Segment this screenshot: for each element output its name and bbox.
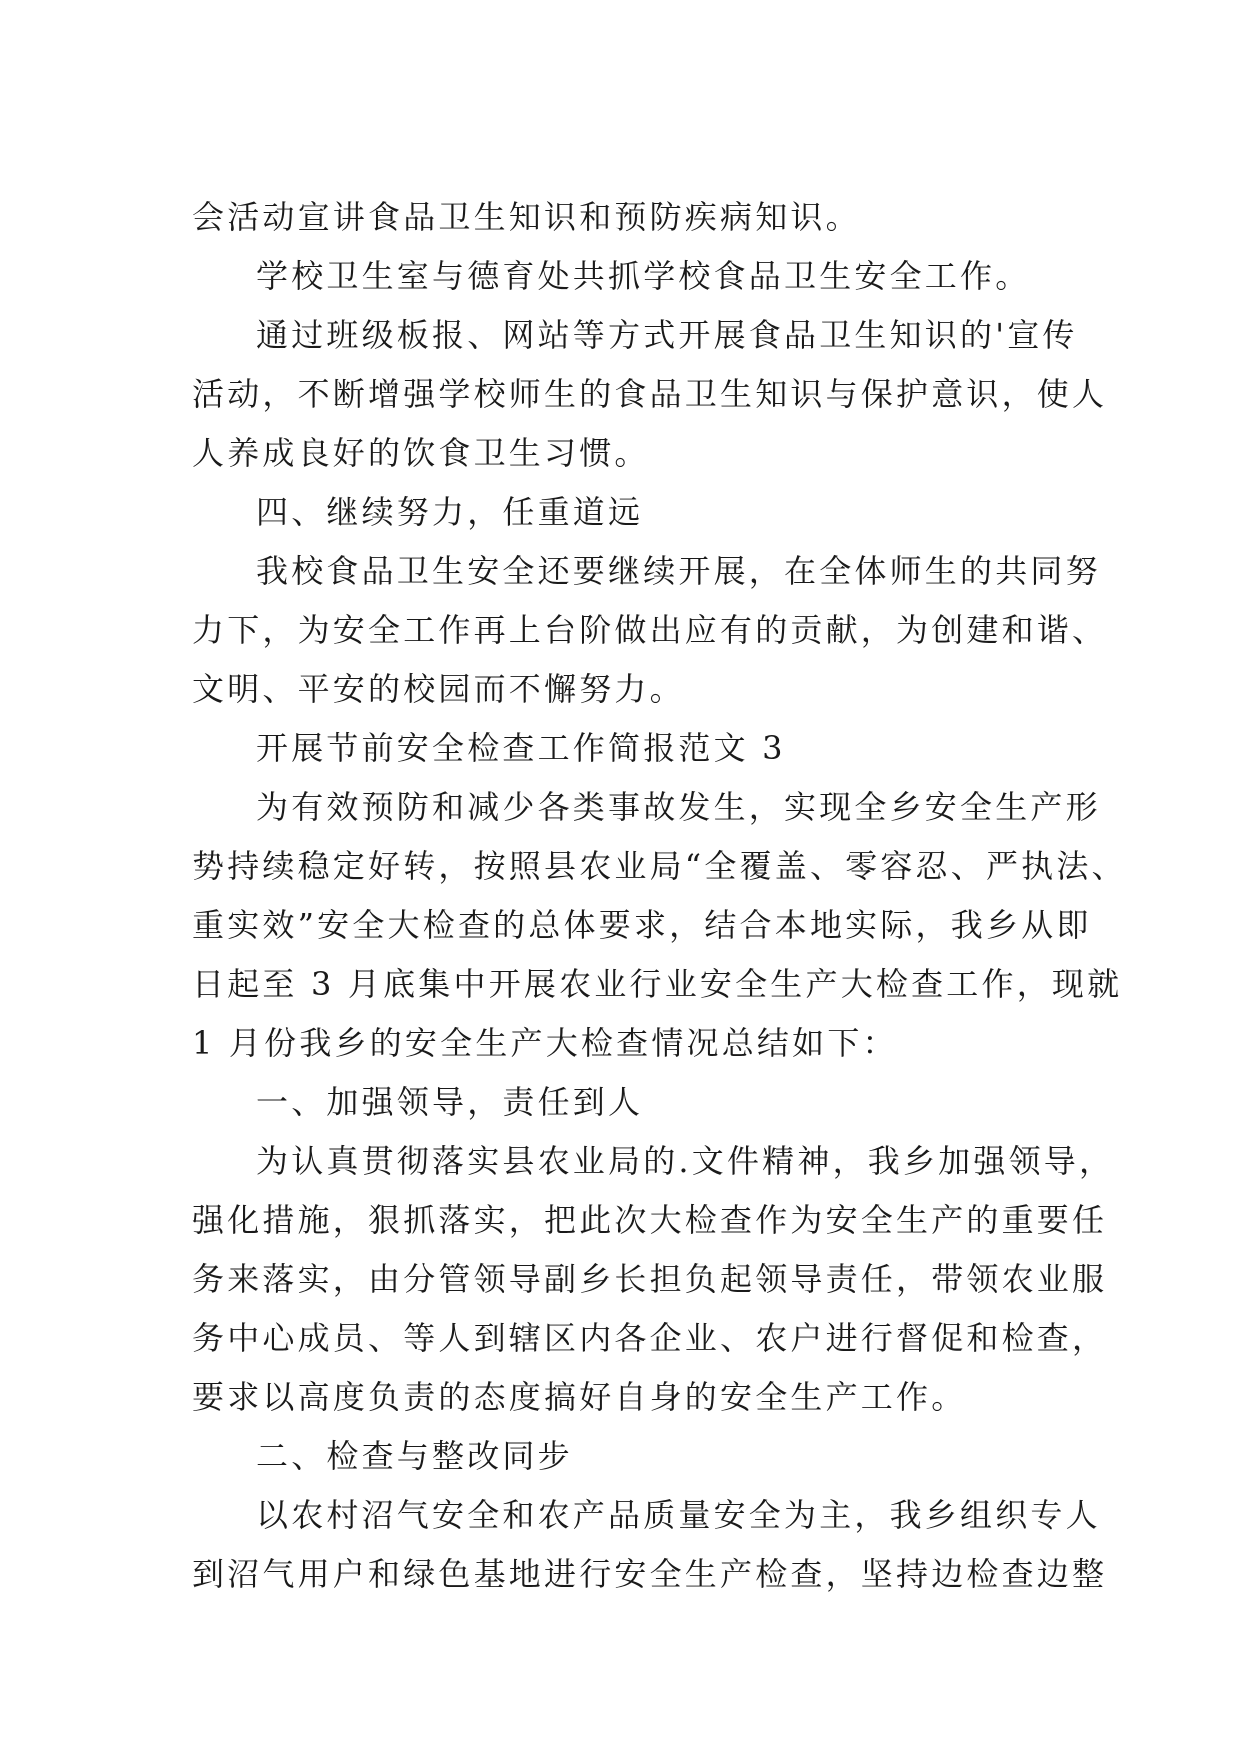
text-line: 会活动宣讲食品卫生知识和预防疾病知识。 xyxy=(192,198,861,236)
text-line: 通过班级板报、网站等方式开展食品卫生知识的'宣传 xyxy=(256,316,1078,354)
text-line: 人养成良好的饮食卫生习惯。 xyxy=(192,434,650,472)
text-line: 我校食品卫生安全还要继续开展，在全体师生的共同努 xyxy=(256,552,1101,590)
text-line: 务来落实，由分管领导副乡长担负起领导责任，带领农业服 xyxy=(192,1260,1108,1298)
text-line: 力下，为安全工作再上台阶做出应有的贡献，为创建和谐、 xyxy=(192,611,1108,649)
text-line: 重实效”安全大检查的总体要求，结合本地实际，我乡从即 xyxy=(192,906,1092,944)
text-line: 1 月份我乡的安全生产大检查情况总结如下： xyxy=(192,1024,898,1062)
section-heading: 四、继续努力，任重道远 xyxy=(256,493,644,531)
text-line: 活动，不断增强学校师生的食品卫生知识与保护意识，使人 xyxy=(192,375,1108,413)
text-line: 文明、平安的校园而不懈努力。 xyxy=(192,670,685,708)
text-line: 以农村沼气安全和农产品质量安全为主，我乡组织专人 xyxy=(256,1496,1101,1534)
text-line: 要求以高度负责的态度搞好自身的安全生产工作。 xyxy=(192,1378,967,1416)
section-heading: 一、加强领导，责任到人 xyxy=(256,1083,644,1121)
text-line: 为有效预防和减少各类事故发生，实现全乡安全生产形 xyxy=(256,788,1101,826)
document-subtitle: 开展节前安全检查工作简报范文 3 xyxy=(256,729,786,767)
text-line: 势持续稳定好转，按照县农业局“全覆盖、零容忍、严执法、 xyxy=(192,847,1127,885)
section-heading: 二、检查与整改同步 xyxy=(256,1437,573,1475)
text-line: 务中心成员、等人到辖区内各企业、农户进行督促和检查， xyxy=(192,1319,1108,1357)
text-line: 学校卫生室与德育处共抓学校食品卫生安全工作。 xyxy=(256,257,1031,295)
text-line: 到沼气用户和绿色基地进行安全生产检查，坚持边检查边整 xyxy=(192,1555,1108,1593)
text-line: 日起至 3 月底集中开展农业行业安全生产大检查工作，现就 xyxy=(192,965,1123,1003)
text-line: 为认真贯彻落实县农业局的.文件精神，我乡加强领导， xyxy=(256,1142,1115,1180)
text-line: 强化措施，狠抓落实，把此次大检查作为安全生产的重要任 xyxy=(192,1201,1108,1239)
